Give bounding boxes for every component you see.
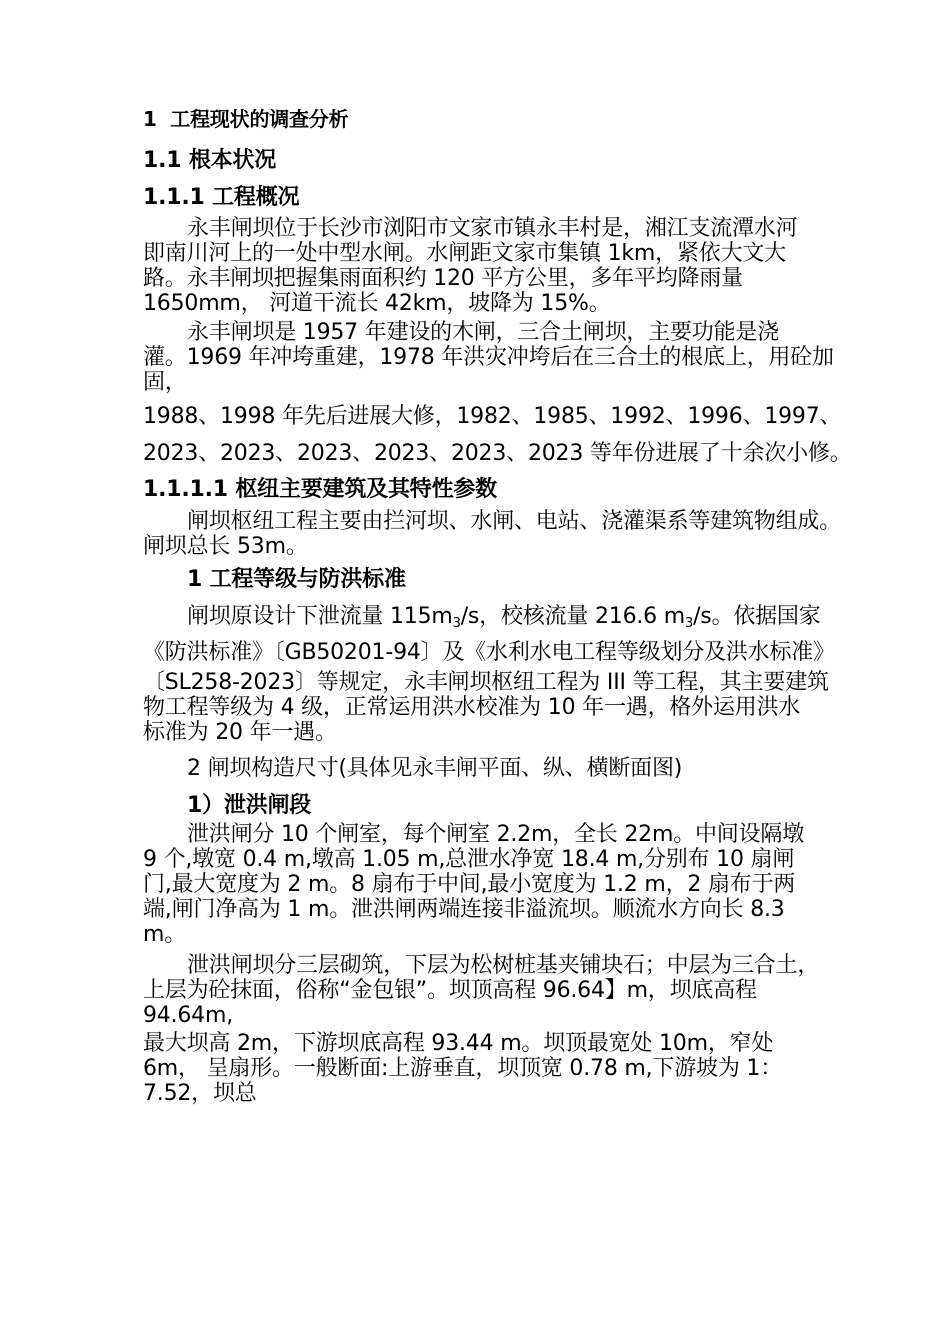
chapter-title: 工程现状的调查分析	[170, 107, 349, 131]
subsection-heading: 1.1.1 工程概况	[143, 185, 300, 210]
paragraph-line: 门,最大宽度为 2 m。8 扇布于中间,最小宽度为 1.2 m，2 扇布于两	[143, 872, 796, 897]
paragraph-line: 1988、1998 年先后进展大修，1982、1985、1992、1996、1997、	[143, 404, 842, 429]
paragraph-line: 固，	[143, 370, 187, 395]
paragraph-line: 最大坝高 2m，下游坝底高程 93.44 m。坝顶最宽处 10m，窄处	[143, 1031, 774, 1056]
text-run: /s，校核流量 216.6 m	[460, 604, 685, 629]
paragraph-line: 即南川河上的一处中型水闸。水闸距文家市集镇 1km，紧依大文大	[143, 241, 786, 266]
item-heading: 1 工程等级与防洪标准	[187, 567, 406, 592]
paragraph-line: 泄洪闸分 10 个闸室，每个闸室 2.2m，全长 22m。中间设隔墩	[187, 822, 805, 847]
text-run: 闸坝原设计下泄流量 115m	[187, 604, 453, 629]
paragraph-line: 闸坝枢纽工程主要由拦河坝、水闸、电站、浇灌渠系等建筑物组成。	[187, 509, 842, 534]
subscript: 3	[684, 616, 694, 631]
paragraph-line: 〔SL258-2023〕等规定，永丰闸坝枢纽工程为 III 等工程，其主要建筑	[143, 670, 829, 695]
paragraph-line: 9 个,墩宽 0.4 m,墩高 1.05 m,总泄水净宽 18.4 m,分别布 10 扇闸	[143, 847, 795, 872]
paragraph-line: 灌。1969 年冲垮重建，1978 年洪灾冲垮后在三合土的根底上，用砼加	[143, 345, 834, 370]
text-run: /s。依据国家	[693, 604, 821, 629]
paragraph-line: 端,闸门净高为 1 m。泄洪闸两端连接非溢流坝。顺流水方向长 8.3	[143, 897, 785, 922]
paragraph-line: 物工程等级为 4 级，正常运用洪水校准为 10 年一遇，格外运用洪水	[143, 695, 801, 720]
subscript: 3	[452, 616, 461, 631]
paragraph-line: 永丰闸坝位于长沙市浏阳市文家市镇永丰村是，湘江支流潭水河	[187, 216, 798, 241]
paragraph-line: 7.52，坝总	[143, 1081, 257, 1106]
paragraph-line: 1650mm， 河道干流长 42km，坡降为 15%。	[143, 291, 611, 316]
chapter-number: 1	[143, 107, 157, 131]
paragraph-line: 上层为砼抹面，俗称“金包银”。坝顶高程 96.64】m，坝底高程	[143, 978, 757, 1003]
paragraph-line	[187, 604, 821, 633]
paragraph-line: 泄洪闸坝分三层砌筑，下层为松树桩基夹铺块石；中层为三合土，	[187, 953, 820, 978]
item-heading: 1）泄洪闸段	[187, 793, 312, 818]
paragraph-line: 6m， 呈扇形。一般断面:上游垂直，坝顶宽 0.78 m,下游坡为 1：	[143, 1056, 783, 1081]
item-heading: 2 闸坝构造尺寸(具体见永丰闸平面、纵、横断面图)	[187, 756, 683, 781]
paragraph-line: m。	[143, 922, 187, 947]
subsubsection-heading: 1.1.1.1 枢纽主要建筑及其特性参数	[143, 477, 497, 502]
paragraph-line: 永丰闸坝是 1957 年建设的木闸，三合土闸坝，主要功能是浇	[187, 320, 779, 345]
paragraph-line: 94.64m,	[143, 1003, 234, 1028]
paragraph-line: 《防洪标准》〔GB50201-94〕及《水利水电工程等级划分及洪水标准》	[143, 640, 835, 665]
paragraph-line: 闸坝总长 53m。	[143, 534, 308, 559]
paragraph-line: 2023、2023、2023、2023、2023、2023 等年份进展了十余次小修。	[143, 441, 852, 466]
paragraph-line: 标准为 20 年一遇。	[143, 720, 337, 745]
section-heading: 1.1 根本状况	[143, 148, 277, 173]
chapter-heading	[143, 106, 348, 132]
paragraph-line: 路。永丰闸坝把握集雨面积约 120 平方公里，多年平均降雨量	[143, 266, 743, 291]
